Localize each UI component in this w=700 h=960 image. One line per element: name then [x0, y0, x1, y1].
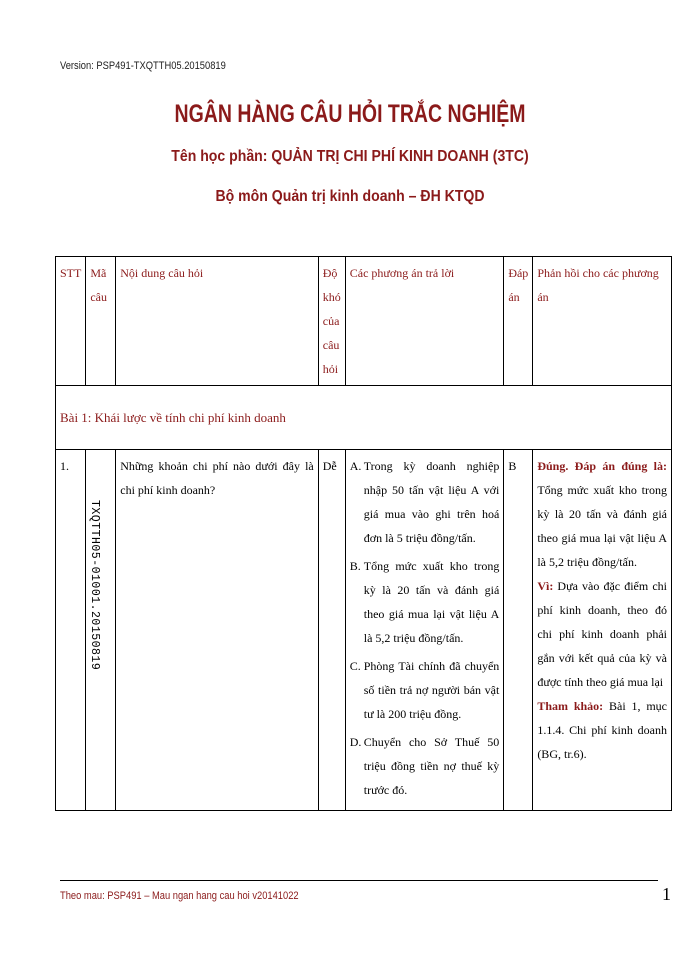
header-code: Mã câu: [86, 257, 116, 386]
option-a: [350, 454, 500, 554]
question-text: Những khoản chi phí nào dưới đây là chi phí kinh doanh?: [116, 450, 318, 811]
option-text: Chuyển cho Sở Thuế 50 triệu đồng tiền nợ thuế kỳ trước đó.: [363, 735, 500, 797]
option-text: Phòng Tài chính đã chuyển số tiền trả nợ người bán vật tư là 200 triệu đồng.: [363, 659, 500, 721]
option-key: A.: [349, 459, 362, 473]
header-difficulty: Độ khó của câu hỏi: [318, 257, 345, 386]
option-key: D.: [349, 735, 362, 749]
feedback-reason-text: Dựa vào đặc điểm chi phí kinh doanh, theo đó chi phí kinh doanh phải gắn với kết quả của kỳ và được tính theo giá mua lại: [537, 579, 667, 689]
option-text: Tổng mức xuất kho trong kỳ là 20 tấn và đánh giá theo giá mua lại vật liệu A là 5,2 triệu đồng/tấn.: [363, 559, 500, 645]
option-d: [350, 730, 500, 806]
feedback-ref-label: Tham khảo:: [537, 699, 604, 713]
department-name: Bộ môn Quản trị kinh doanh – ĐH KTQD: [215, 188, 485, 205]
document-title: NGÂN HÀNG CÂU HỎI TRẮC NGHIỆM: [174, 100, 526, 128]
question-code: TXQTTH05-01001.20150819: [88, 500, 102, 671]
header-options: Các phương án trả lời: [345, 257, 504, 386]
section-title: Bài 1: Khái lược về tính chi phí kinh doanh: [56, 386, 672, 450]
feedback-correct-label: Đúng. Đáp án đúng là:: [537, 459, 667, 473]
course-name: Tên học phần: QUẢN TRỊ CHI PHÍ KINH DOANH (3TC): [171, 148, 529, 165]
option-b: [350, 554, 500, 654]
difficulty-value: Dễ: [318, 450, 345, 811]
header-stt: STT: [56, 257, 86, 386]
header-content: Nội dung câu hỏi: [116, 257, 318, 386]
footer-template: Theo mau: PSP491 – Mau ngan hang cau hoi v20141022: [60, 890, 299, 902]
table-row: [56, 450, 672, 811]
question-table: [55, 256, 672, 811]
feedback-ref-text: Bài 1, mục 1.1.4. Chi phí kinh doanh (BG, tr.6).: [537, 699, 668, 761]
answer-value: B: [504, 450, 533, 811]
feedback-reason-label: Vì:: [537, 579, 554, 593]
row-stt: 1.: [56, 450, 86, 811]
row-code-cell: [86, 450, 116, 811]
feedback-correct-text: Tổng mức xuất kho trong kỳ là 20 tấn và đánh giá theo giá mua lại vật liệu A là 5,2 triệu đồng/tấn.: [537, 483, 667, 569]
option-key: C.: [349, 659, 361, 673]
table-header-row: [56, 257, 672, 386]
footer-divider: [60, 880, 658, 881]
answer-options: [345, 450, 504, 811]
header-answer: Đáp án: [504, 257, 533, 386]
section-row: [56, 386, 672, 450]
version-label: Version: PSP491-TXQTTH05.20150819: [60, 60, 226, 72]
option-text: Trong kỳ doanh nghiệp nhập 50 tấn vật liệu A với giá mua vào ghi trên hoá đơn là 5 triệu đồng/tấn.: [363, 459, 500, 545]
option-key: B.: [349, 559, 361, 573]
feedback: [533, 450, 672, 811]
header-feedback: Phản hồi cho các phương án: [533, 257, 672, 386]
option-c: [350, 654, 500, 730]
page-number: 1: [662, 884, 671, 904]
